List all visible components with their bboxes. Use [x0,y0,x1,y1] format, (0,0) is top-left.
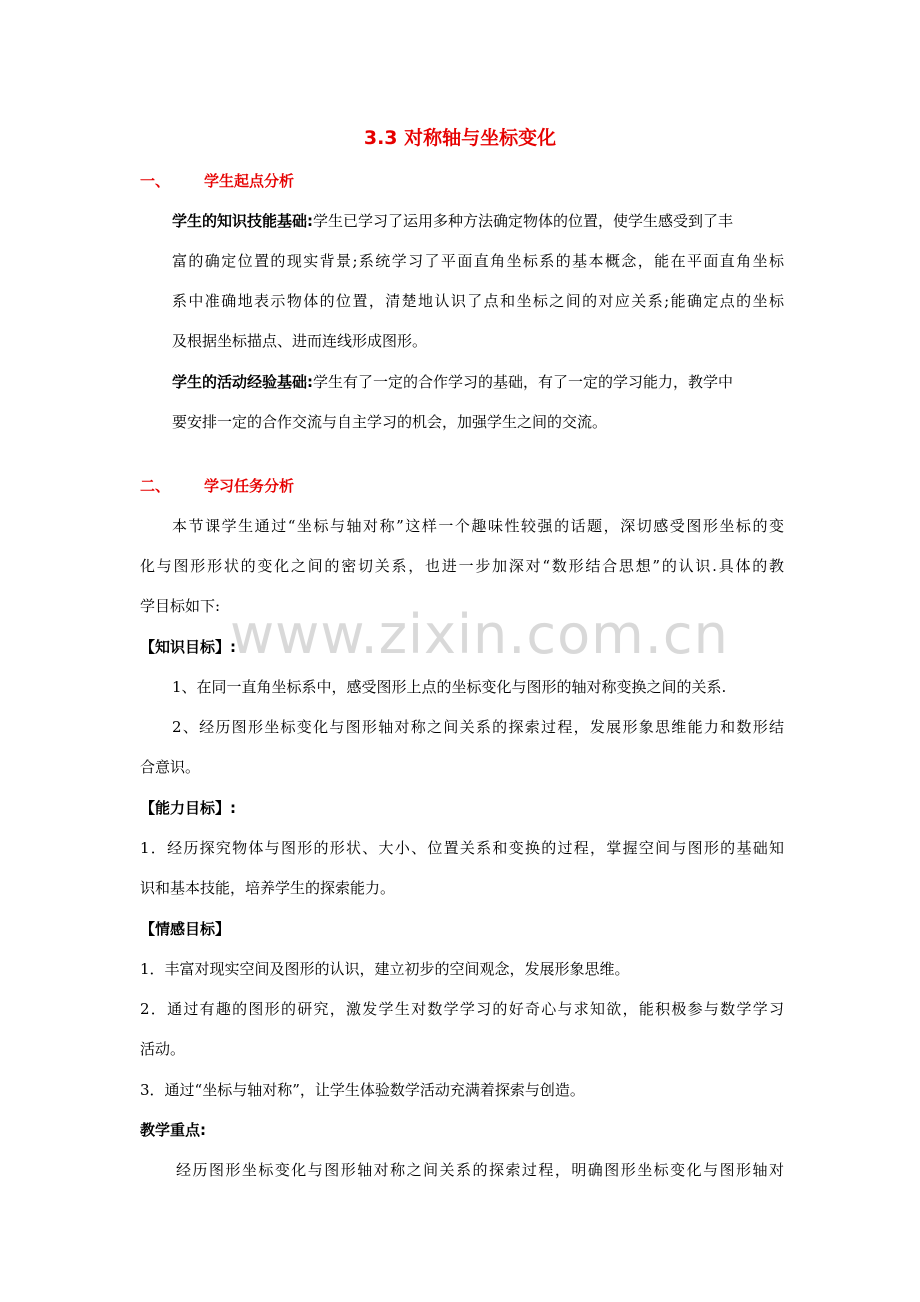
knowledge-goal-1: 1、在同一直角坐标系中，感受图形上点的坐标变化与图形的轴对称变换之间的关系. [172,678,727,696]
section2-number: 二、 [140,477,171,495]
s1-para1-label: 学生的知识技能基础: [172,212,313,230]
s1-para2-line2: 要安排一定的合作交流与自主学习的机会，加强学生之间的交流。 [172,413,608,431]
section2-title: 学习任务分析 [204,477,295,495]
ability-goal-1-cont: 识和基本技能，培养学生的探索能力。 [140,879,396,897]
emotion-goal-heading: 【情感目标】 [140,920,231,938]
emotion-goal-2: 2．通过有趣的图形的研究，激发学生对数学学习的好奇心与求知欲，能积极参与数学学习 [140,1000,784,1018]
ability-goal-1: 1．经历探究物体与图形的形状、大小、位置关系和变换的过程，掌握空间与图形的基础知 [140,839,784,857]
s1-para1-line3: 系中准确地表示物体的位置，清楚地认识了点和坐标之间的对应关系;能确定点的坐标 [172,292,784,310]
section1-title: 学生起点分析 [204,172,295,190]
teaching-keypoint-line1: 经历图形坐标变化与图形轴对称之间关系的探索过程，明确图形坐标变化与图形轴对 [176,1161,784,1179]
s1-para1-line4: 及根据坐标描点、进而连线形成图形。 [172,332,428,350]
knowledge-goal-2-cont: 合意识。 [140,758,201,776]
ability-goal-heading: 【能力目标】: [140,799,236,817]
s1-para1-line2: 富的确定位置的现实背景;系统学习了平面直角坐标系的基本概念，能在平面直角坐标 [172,252,784,270]
s1-para1-text: 学生已学习了运用多种方法确定物体的位置，使学生感受到了丰 [313,212,734,230]
s2-intro-line3: 学目标如下: [140,597,221,615]
s1-para2-label: 学生的活动经验基础: [172,373,313,391]
emotion-goal-3: 3．通过“坐标与轴对称”，让学生体验数学活动充满着探索与创造。 [140,1081,585,1099]
s1-para2-text: 学生有了一定的合作学习的基础，有了一定的学习能力，教学中 [313,373,734,391]
s2-intro-line2: 化与图形形状的变化之间的密切关系，也进一步加深对“数形结合思想”的认识.具体的教 [140,557,784,575]
knowledge-goal-heading: 【知识目标】: [140,638,236,656]
s1-para1-line1 [172,211,733,231]
section1-number: 一、 [140,172,171,190]
emotion-goal-1: 1．丰富对现实空间及图形的认识，建立初步的空间观念，发展形象思维。 [140,960,630,978]
s2-intro-line1: 本节课学生通过“坐标与轴对称”这样一个趣味性较强的话题，深切感受图形坐标的变 [172,517,784,535]
watermark: www.zixin.com.cn [230,603,729,666]
teaching-keypoint-heading: 教学重点: [140,1121,206,1139]
s1-para2-line1 [172,372,733,392]
page-title: 3.3 对称轴与坐标变化 [363,127,557,149]
emotion-goal-2-cont: 活动。 [140,1040,186,1058]
knowledge-goal-2: 2、经历图形坐标变化与图形轴对称之间关系的探索过程，发展形象思维能力和数形结 [172,718,784,736]
